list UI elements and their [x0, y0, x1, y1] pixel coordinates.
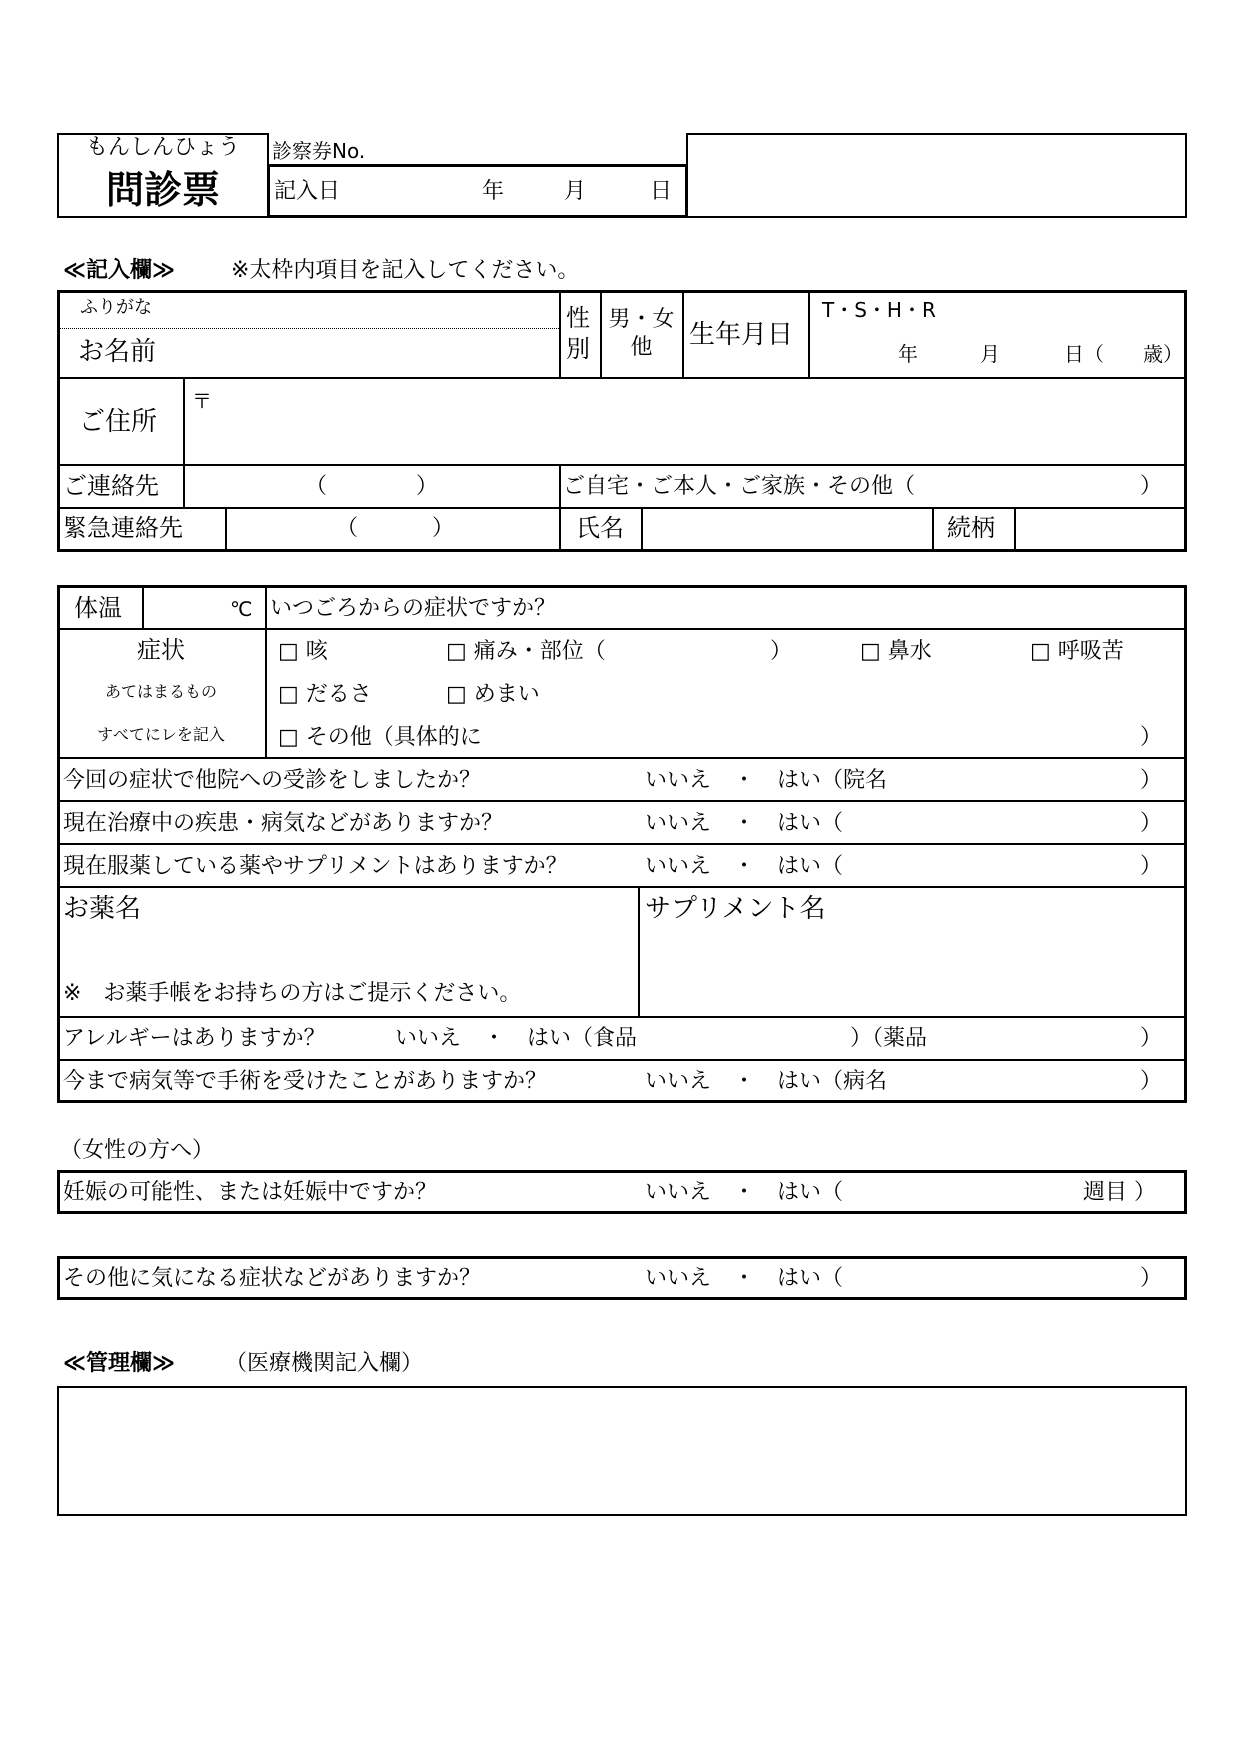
- card-no-label: 診察券No.: [272, 139, 366, 163]
- q-surgery: 今まで病気等で手術を受けたことがありますか？: [63, 1069, 548, 1094]
- symptom-pain[interactable]: □ 痛み・部位（: [446, 639, 606, 664]
- emergency-label-right-line: [225, 507, 227, 552]
- age-close: 歳）: [1143, 342, 1183, 366]
- sym-row-line-5: [57, 800, 1187, 802]
- relation-left-line: [932, 507, 934, 552]
- notebook-note: ※ お薬手帳をお持ちの方はご提示ください。: [63, 981, 522, 1006]
- q-other-symptoms: その他に気になる症状などがありますか？: [63, 1266, 482, 1291]
- admin-heading: ≪管理欄≫: [63, 1351, 176, 1376]
- sex-options-1[interactable]: 男・女: [608, 307, 675, 332]
- symptom-dizziness[interactable]: □ めまい: [446, 682, 540, 707]
- birth-day-age-open: 日（: [1064, 342, 1104, 366]
- pregnancy-weeks: 週目 ）: [1083, 1180, 1156, 1205]
- q-other-clinic-close: ）: [1140, 768, 1163, 793]
- q-medicine-close: ）: [1140, 854, 1163, 879]
- sym-row-line-4: [57, 757, 1187, 759]
- contact-mid-line: [559, 464, 561, 552]
- symptom-note-1: あてはまるもの: [104, 682, 217, 701]
- birth-year: 年: [898, 342, 918, 366]
- birth-month: 月: [980, 342, 1000, 366]
- entry-date-label: 記入日: [274, 179, 341, 204]
- sex-options-2[interactable]: 他: [630, 335, 653, 360]
- contact-label: ご連絡先: [63, 472, 159, 500]
- row-line-name-bottom: [57, 377, 1187, 379]
- q-disease-answer[interactable]: いいえ ・ はい（: [645, 811, 844, 836]
- q-disease: 現在治療中の疾患・病気などがありますか？: [63, 811, 504, 836]
- name-right-line: [559, 290, 561, 379]
- supplement-name-label: サプリメント名: [645, 894, 826, 924]
- furigana-dotted-line: [60, 328, 559, 329]
- sym-row-line-7: [57, 886, 1187, 888]
- symptom-fatigue[interactable]: □ だるさ: [278, 682, 372, 707]
- q-allergy: アレルギーはありますか？: [63, 1026, 326, 1051]
- q-medicine-answer[interactable]: いいえ ・ はい（: [645, 854, 844, 879]
- address-label-right-line: [183, 377, 185, 508]
- sex-label-1: 性: [566, 304, 590, 332]
- contact-paren-close: ）: [416, 474, 439, 499]
- temp-label-right-line: [142, 585, 144, 630]
- symptom-label: 症状: [137, 636, 185, 664]
- sex-label-right-line: [600, 290, 602, 379]
- q-surgery-close: ）: [1140, 1069, 1163, 1094]
- q-allergy-drug[interactable]: ）（薬品: [850, 1026, 928, 1051]
- entry-section-heading: ≪記入欄≫: [63, 258, 176, 283]
- q-surgery-answer[interactable]: いいえ ・ はい（病名: [645, 1069, 888, 1094]
- address-label: ご住所: [79, 407, 158, 437]
- page-title: 問診票: [105, 168, 220, 212]
- admin-note: （医療機関記入欄）: [225, 1351, 424, 1376]
- birthdate-label: 生年月日: [689, 320, 794, 350]
- medicine-name-label: お薬名: [63, 894, 142, 924]
- symptom-breathing[interactable]: □ 呼吸苦: [1030, 639, 1124, 664]
- emergency-name-label: 氏名: [576, 514, 624, 542]
- temp-label: 体温: [74, 594, 122, 622]
- symptom-pain-close: ）: [770, 639, 793, 664]
- name-label: お名前: [78, 337, 157, 367]
- q-pregnancy-answer[interactable]: いいえ ・ はい（: [645, 1180, 844, 1205]
- q-pregnancy: 妊娠の可能性、または妊娠中ですか？: [63, 1180, 438, 1205]
- header-blank-box[interactable]: [686, 133, 1187, 218]
- admin-box[interactable]: [57, 1386, 1187, 1516]
- symptom-runny-nose[interactable]: □ 鼻水: [860, 639, 932, 664]
- relation-label: 続柄: [947, 514, 995, 542]
- q-allergy-answer[interactable]: いいえ ・ はい（食品: [395, 1026, 638, 1051]
- emergency-label: 緊急連絡先: [63, 514, 183, 542]
- symptom-other[interactable]: □ その他（具体的に: [278, 725, 482, 750]
- q-other-symptoms-answer[interactable]: いいえ ・ はい（: [645, 1266, 844, 1291]
- emergency-name-label-right-line: [641, 507, 643, 552]
- entry-date-day: 日: [650, 179, 673, 204]
- q-other-symptoms-close: ）: [1140, 1266, 1163, 1291]
- contact-type-close: ）: [1140, 474, 1163, 499]
- sym-row-line-8: [57, 1016, 1187, 1018]
- birthdate-label-right-line: [808, 290, 810, 379]
- sym-row-line-9: [57, 1059, 1187, 1061]
- symptom-col-right-line: [265, 585, 267, 759]
- entry-date-month: 月: [564, 179, 587, 204]
- q-other-clinic-answer[interactable]: いいえ ・ はい（院名: [645, 768, 888, 793]
- entry-date-year: 年: [482, 179, 505, 204]
- entry-section-note: ※太枠内項目を記入してください。: [231, 258, 580, 283]
- temp-unit: ℃: [230, 597, 253, 621]
- women-heading: （女性の方へ）: [60, 1138, 215, 1163]
- sex-options-right-line: [682, 290, 684, 379]
- postal-mark: 〒: [192, 389, 212, 413]
- q-disease-close: ）: [1140, 811, 1163, 836]
- onset-question: いつごろからの症状ですか？: [270, 596, 557, 621]
- symptom-note-2: すべてにレを記入: [97, 725, 225, 744]
- medicine-mid-line: [638, 886, 640, 1017]
- relation-right-line: [1014, 507, 1016, 552]
- emergency-paren-open: （: [336, 516, 359, 541]
- title-furigana: もんしんひょう: [85, 135, 240, 160]
- contact-type[interactable]: ご自宅・ご本人・ご家族・その他（: [563, 474, 916, 499]
- symptom-other-close: ）: [1140, 725, 1163, 750]
- contact-paren-open: （: [305, 474, 328, 499]
- furigana-label: ふりがな: [80, 297, 152, 318]
- q-allergy-close: ）: [1140, 1026, 1163, 1051]
- q-other-clinic: 今回の症状で他院への受診をしましたか？: [63, 768, 482, 793]
- symptom-cough[interactable]: □ 咳: [278, 639, 328, 664]
- sym-row-line-1: [57, 628, 1187, 630]
- q-medicine: 現在服薬している薬やサプリメントはありますか？: [63, 854, 568, 879]
- sex-label-2: 別: [566, 335, 590, 363]
- sym-row-line-6: [57, 843, 1187, 845]
- emergency-paren-close: ）: [432, 516, 455, 541]
- row-line-address-bottom: [57, 464, 1187, 466]
- era-options[interactable]: T・S・H・R: [822, 298, 936, 322]
